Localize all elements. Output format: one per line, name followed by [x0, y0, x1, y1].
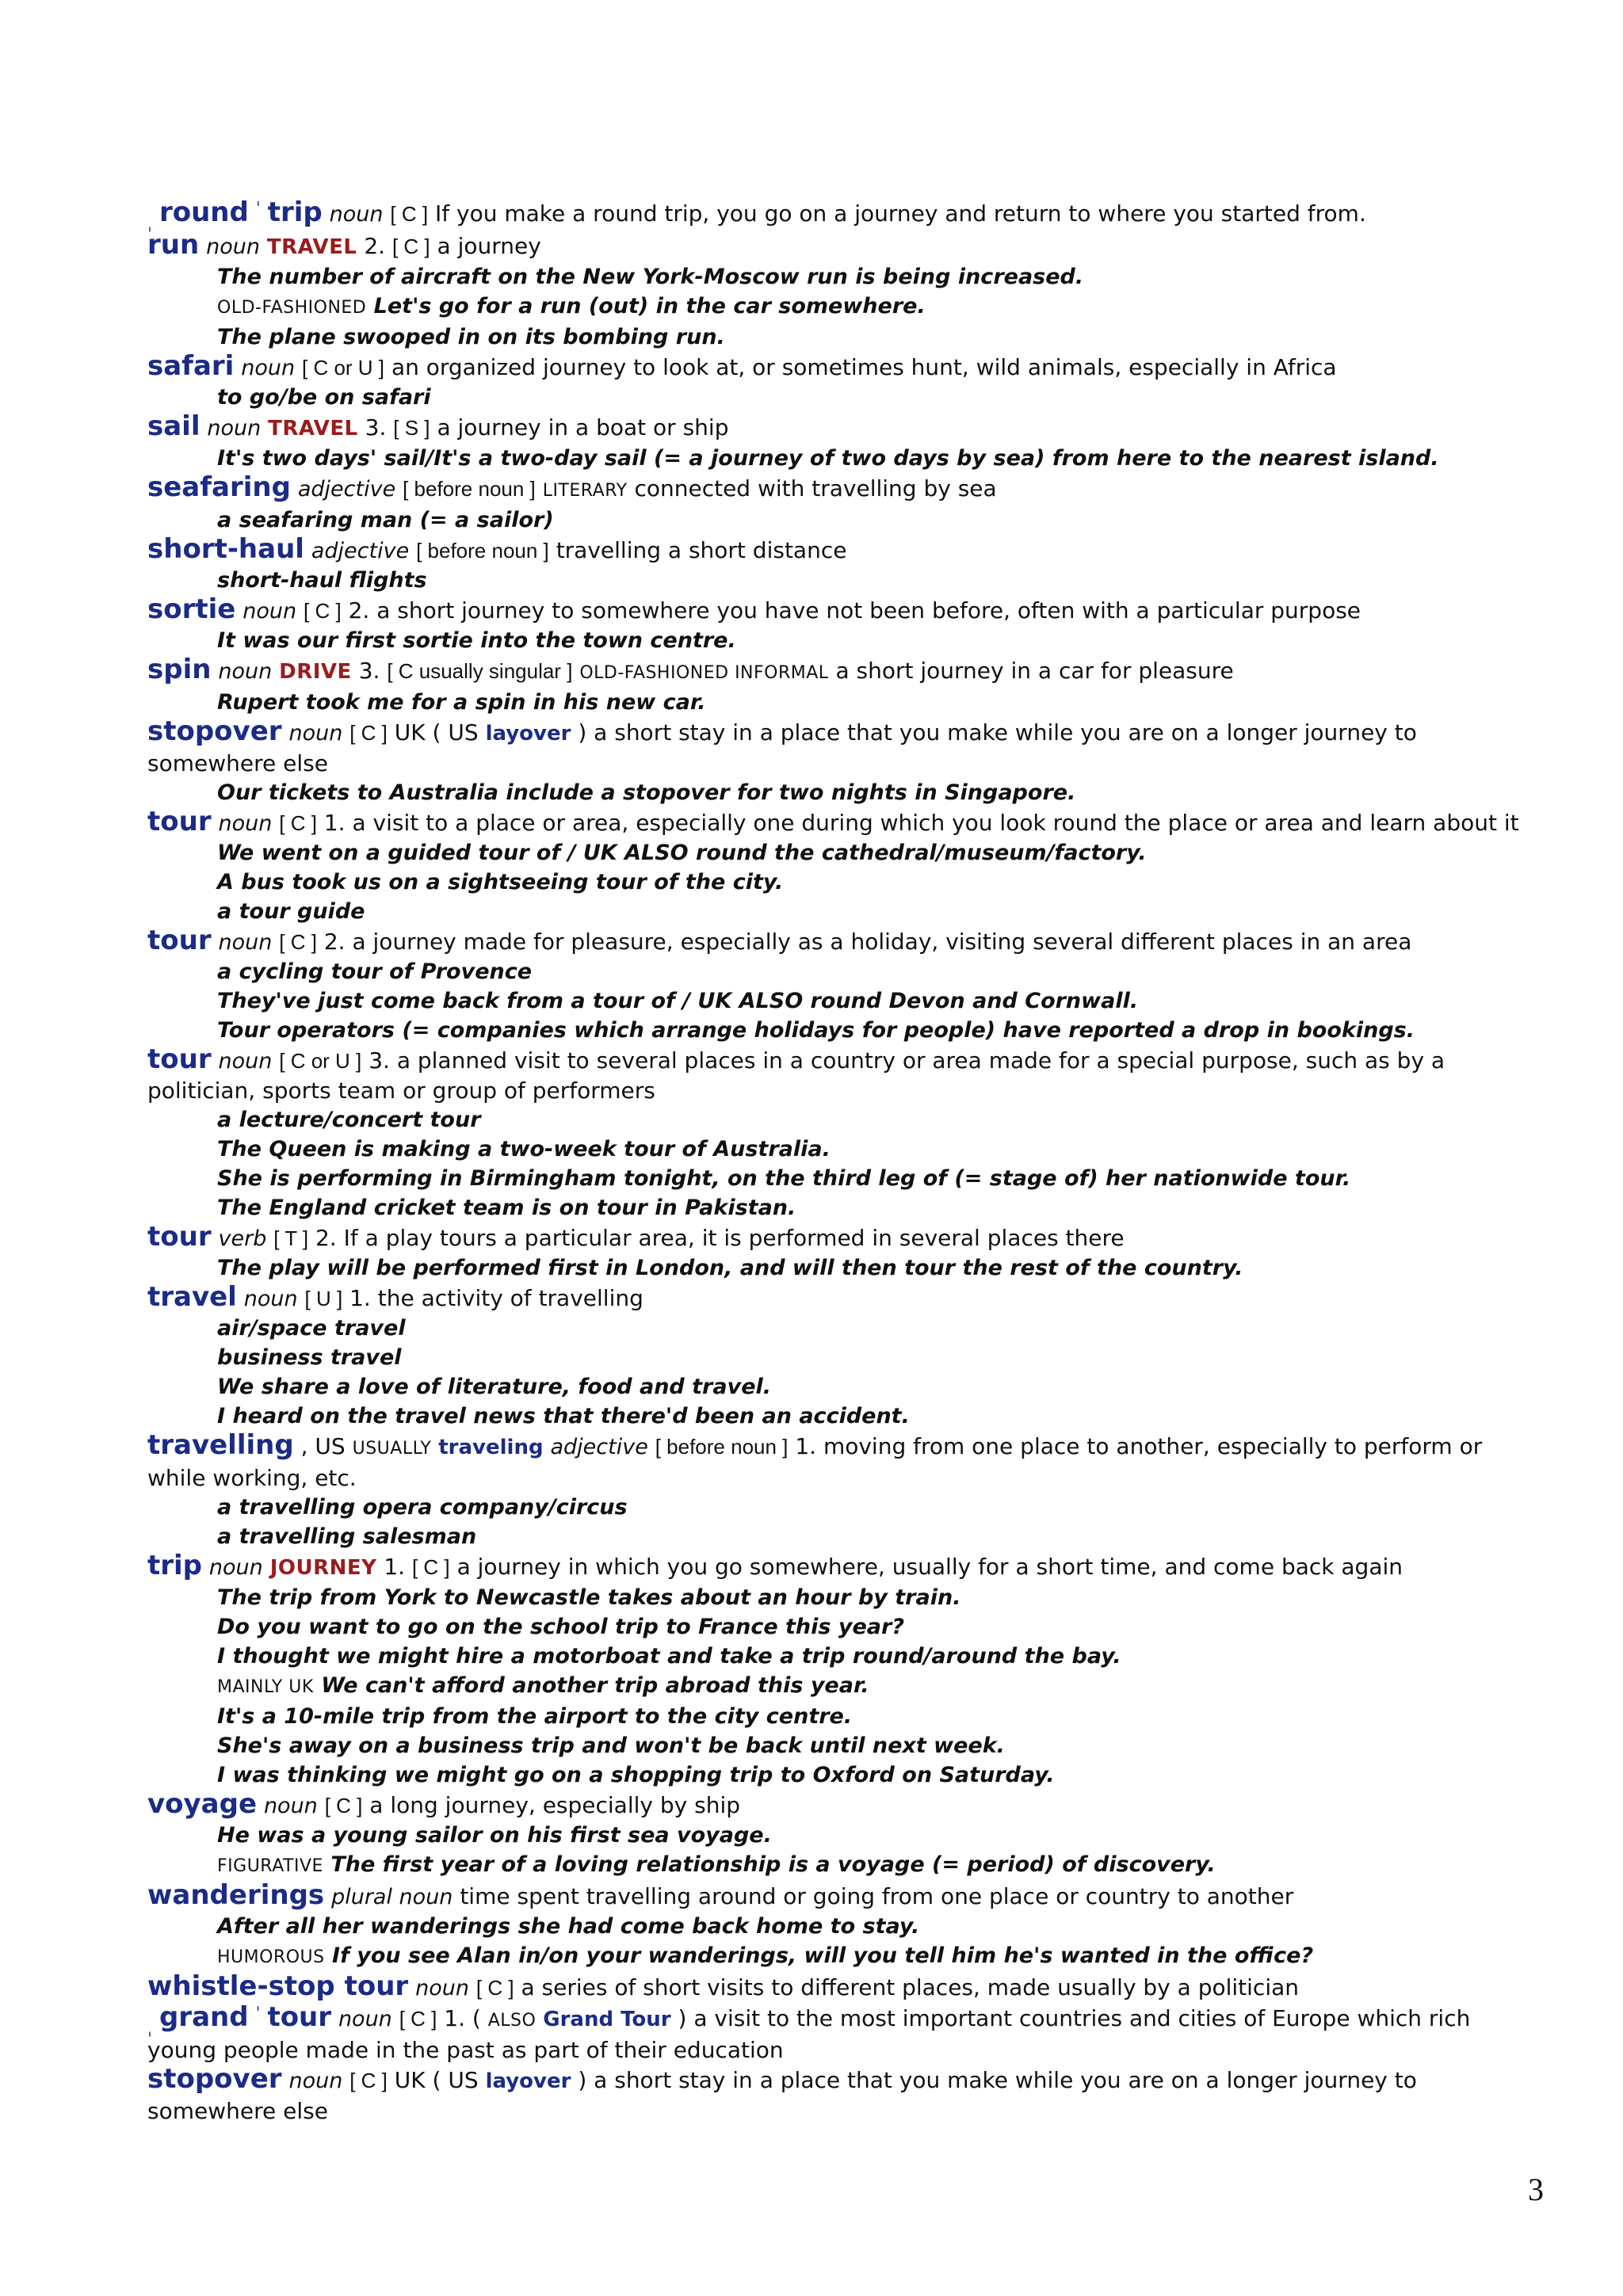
headword: travelling: [147, 1429, 294, 1461]
usage-label: OLD-FASHIONED: [217, 298, 367, 318]
part-of-speech: noun: [243, 1287, 298, 1311]
example-text: Let's go for a run (out) in the car somewhere.: [373, 294, 926, 318]
grammar-code: [ C ]: [304, 599, 342, 623]
grammar-code: [ S ]: [393, 416, 430, 440]
example-text: The England cricket team is on tour in Pakistan.: [217, 1196, 796, 1220]
grammar-code: [ before noun ]: [655, 1435, 789, 1459]
sense-number: 1.: [795, 1433, 817, 1459]
grammar-code: [ C ]: [411, 1555, 450, 1579]
dictionary-page: [147, 198, 1542, 2126]
headword: trip: [147, 1550, 203, 1581]
example-sentence: [147, 1372, 1542, 1402]
example-sentence: [147, 322, 1542, 352]
part-of-speech: noun: [208, 1555, 263, 1580]
example-sentence: [147, 1522, 1542, 1551]
example-text: I was thinking we might go on a shopping trip to Oxford on Saturday.: [217, 1763, 1055, 1787]
headword: short-haul: [147, 533, 304, 565]
example-sentence: [147, 688, 1542, 717]
example-sentence: [147, 1016, 1542, 1045]
part-of-speech: noun: [241, 356, 296, 380]
part-of-speech: noun: [207, 416, 262, 441]
definition-text: a long journey, especially by ship: [369, 1792, 740, 1818]
definition-text: a journey in which you go somewhere, usually for a short time, and come back again: [456, 1554, 1403, 1580]
example-sentence: [147, 1731, 1542, 1760]
example-text: a travelling opera company/circus: [217, 1495, 628, 1520]
sense-number: 3.: [365, 414, 387, 441]
headword: tour: [147, 925, 212, 956]
definition-text: travelling a short distance: [556, 537, 847, 563]
example-sentence: [147, 1760, 1542, 1790]
sense-number: 2.: [364, 233, 386, 259]
definition-text: a journey in a boat or ship: [437, 414, 729, 441]
example-text: Tour operators (= companies which arrange holidays for people) have reported a drop in bookings.: [217, 1018, 1415, 1043]
entry-definition-line: [147, 717, 1542, 778]
sense-number: 1.: [349, 1285, 371, 1311]
example-sentence: [147, 444, 1542, 473]
entry-definition-line: [147, 1881, 1542, 1912]
headword: round: [158, 196, 249, 228]
definition-text: time spent travelling around or going from one place or country to another: [460, 1883, 1294, 1909]
region-label: UK ( US: [394, 2067, 479, 2093]
example-text: He was a young sailor on his first sea voyage.: [217, 1823, 772, 1848]
register-label: OLD-FASHIONED INFORMAL: [579, 663, 829, 683]
part-of-speech: adjective: [550, 1435, 648, 1459]
headword: tour: [147, 1043, 212, 1075]
dictionary-entry: [147, 2065, 1542, 2126]
usage-label: USUALLY: [352, 1439, 432, 1459]
example-text: Rupert took me for a spin in his new car.: [217, 690, 706, 715]
entry-definition-line: [147, 473, 1542, 505]
example-text: to go/be on safari: [217, 385, 431, 410]
grammar-code: [ U ]: [304, 1287, 343, 1310]
usage-label: ALSO: [487, 2011, 537, 2031]
region-label: UK ( US: [394, 719, 479, 746]
example-sentence: [147, 897, 1542, 926]
example-text: It's a 10-mile trip from the airport to the city centre.: [217, 1704, 853, 1729]
example-text: The plane swooped in on its bombing run.: [217, 325, 725, 349]
register-label: LITERARY: [542, 481, 628, 501]
dictionary-entry: [147, 535, 1542, 595]
example-text: The first year of a loving relationship is a voyage (= period) of discovery.: [330, 1852, 1216, 1877]
dictionary-entry: [147, 1222, 1542, 1283]
grammar-code: [ C ]: [349, 2069, 388, 2092]
example-sentence: [147, 838, 1542, 868]
entry-definition-line: [147, 231, 1542, 262]
example-sentence: [147, 1941, 1542, 1972]
grammar-code: [ C or U ]: [302, 356, 385, 379]
example-sentence: [147, 626, 1542, 655]
dictionary-entry: [147, 926, 1542, 1045]
definition-text: If a play tours a particular area, it is performed in several places there: [343, 1225, 1125, 1251]
example-sentence: [147, 383, 1542, 412]
part-of-speech: noun: [218, 930, 273, 955]
sense-number: 1.: [444, 2005, 465, 2031]
example-sentence: [147, 778, 1542, 807]
headword-part: trip: [267, 196, 323, 228]
dictionary-entry: [147, 1790, 1542, 1881]
example-text: a travelling salesman: [217, 1524, 477, 1549]
example-text: We share a love of literature, food and travel.: [217, 1375, 772, 1399]
part-of-speech: noun: [218, 811, 273, 836]
example-sentence: [147, 868, 1542, 897]
topic-label: JOURNEY: [269, 1556, 377, 1580]
entry-definition-line: [147, 1790, 1542, 1821]
example-sentence: [147, 1583, 1542, 1612]
sense-number: 2.: [348, 597, 370, 624]
headword: wanderings: [147, 1879, 325, 1911]
part-of-speech: noun: [263, 1794, 318, 1818]
example-sentence: [147, 1402, 1542, 1431]
example-sentence: [147, 1314, 1542, 1343]
entry-definition-line: [147, 595, 1542, 626]
example-text: The Queen is making a two-week tour of Australia.: [217, 1137, 831, 1161]
dictionary-entry: [147, 1431, 1542, 1551]
example-text: A bus took us on a sightseeing tour of the city.: [217, 870, 784, 894]
headword: whistle-stop tour: [147, 1970, 409, 2002]
example-sentence: [147, 1642, 1542, 1671]
region-label: (: [472, 2005, 481, 2031]
grammar-code: [ C ]: [390, 202, 429, 226]
usage-label: HUMOROUS: [217, 1947, 325, 1967]
example-sentence: [147, 1612, 1542, 1642]
stress-mark: ˈ: [255, 200, 261, 219]
definition-text: a planned visit to several places in a country or area made for a special purpose, such as by a politician, sports team or group of performers: [147, 1047, 1445, 1104]
example-sentence: [147, 1253, 1542, 1283]
definition-text: a journey: [437, 233, 541, 259]
example-sentence: [147, 1912, 1542, 1941]
variant-region: , US: [300, 1433, 346, 1459]
part-of-speech: noun: [218, 659, 273, 684]
example-sentence: [147, 1702, 1542, 1731]
dictionary-entry: [147, 717, 1542, 807]
example-text: It was our first sortie into the town centre.: [217, 628, 736, 653]
part-of-speech: noun: [415, 1976, 469, 2000]
definition-text: a short journey in a car for pleasure: [835, 658, 1234, 684]
dictionary-entry: [147, 1283, 1542, 1431]
variant-spelling: traveling: [438, 1436, 544, 1459]
headword: stopover: [147, 2063, 282, 2095]
entry-definition-line: [147, 352, 1542, 383]
grammar-code: [ T ]: [273, 1226, 309, 1250]
cross-reference: Grand Tour: [543, 2008, 671, 2031]
example-sentence: [147, 1493, 1542, 1522]
definition-text: a short journey to somewhere you have not been before, often with a particular purpose: [376, 597, 1361, 624]
example-sentence: [147, 1821, 1542, 1850]
dictionary-entry: [147, 1045, 1542, 1222]
example-sentence: [147, 1105, 1542, 1135]
entry-definition-line: [147, 655, 1542, 688]
dictionary-entry: [147, 412, 1542, 473]
part-of-speech: noun: [218, 1049, 273, 1074]
example-text: We can't afford another trip abroad this year.: [321, 1673, 869, 1698]
example-text: a tour guide: [217, 899, 365, 924]
entry-definition-line: [147, 1972, 1542, 2003]
entry-definition-line: [147, 535, 1542, 566]
headword: grand: [158, 2001, 249, 2033]
part-of-speech: plural noun: [331, 1885, 453, 1909]
dictionary-entry: [147, 352, 1542, 412]
part-of-speech: noun: [288, 721, 343, 746]
dictionary-entry: [147, 2003, 1542, 2065]
example-sentence: [147, 957, 1542, 986]
example-text: I heard on the travel news that there'd been an accident.: [217, 1404, 910, 1428]
stress-mark: ˈ: [255, 2004, 261, 2024]
stress-mark: ˌ: [147, 2019, 153, 2039]
headword: travel: [147, 1281, 237, 1313]
example-text: a cycling tour of Provence: [217, 959, 533, 984]
grammar-code: [ C ]: [391, 235, 430, 258]
definition-text: moving from one place to another, especially to perform or while working, etc.: [147, 1433, 1483, 1491]
example-sentence: [147, 1850, 1542, 1881]
entry-definition-line: [147, 196, 1542, 234]
entry-definition-line: [147, 1045, 1542, 1105]
headword: tour: [147, 806, 212, 837]
headword-part: tour: [267, 2001, 332, 2033]
dictionary-entry: [147, 1881, 1542, 1972]
dictionary-entry: [147, 595, 1542, 655]
example-text: short-haul flights: [217, 568, 427, 593]
example-text: The number of aircraft on the New York-Moscow run is being increased.: [217, 265, 1084, 289]
entry-definition-line: [147, 1551, 1542, 1583]
example-text: She is performing in Birmingham tonight, on the third leg of (= stage of) her nationwide tour.: [217, 1166, 1351, 1191]
grammar-code: [ C ]: [349, 721, 388, 745]
part-of-speech: noun: [206, 235, 260, 259]
headword: spin: [147, 654, 212, 685]
entry-definition-line: [147, 926, 1542, 957]
example-text: a lecture/concert tour: [217, 1108, 481, 1132]
definition-text: ) a visit to the most important countries and cities of Europe which rich young people made in the past as part of their education: [147, 2005, 1471, 2063]
part-of-speech: noun: [338, 2007, 392, 2031]
definition-text: a journey made for pleasure, especially as a holiday, visiting several different places in an area: [352, 929, 1412, 955]
example-text: business travel: [217, 1345, 402, 1370]
headword: sortie: [147, 593, 236, 625]
definition-text: a series of short visits to different places, made usually by a politician: [521, 1974, 1300, 2000]
entry-definition-line: [147, 2065, 1542, 2126]
part-of-speech: noun: [242, 599, 297, 624]
sense-number: 1.: [323, 810, 346, 836]
headword: run: [147, 229, 200, 261]
example-text: a seafaring man (= a sailor): [217, 508, 554, 532]
usage-label: FIGURATIVE: [217, 1856, 323, 1876]
example-text: Our tickets to Australia include a stopover for two nights in Singapore.: [217, 780, 1076, 805]
headword: safari: [147, 350, 235, 382]
example-text: After all her wanderings she had come back home to stay.: [217, 1914, 920, 1939]
grammar-code: [ before noun ]: [403, 477, 536, 501]
grammar-code: [ C usually singular ]: [387, 659, 573, 683]
definition-text: If you make a round trip, you go on a journey and return to where you started from.: [434, 200, 1366, 227]
entry-definition-line: [147, 412, 1542, 444]
example-sentence: [147, 1193, 1542, 1222]
grammar-code: [ C ]: [324, 1794, 363, 1817]
definition-text: connected with travelling by sea: [634, 475, 997, 502]
example-text: The trip from York to Newcastle takes about an hour by train.: [217, 1585, 961, 1610]
example-text: air/space travel: [217, 1316, 406, 1341]
definition-text: the activity of travelling: [377, 1285, 643, 1311]
part-of-speech: noun: [288, 2069, 343, 2093]
headword: tour: [147, 1221, 212, 1253]
example-sentence: [147, 566, 1542, 595]
cross-reference: layover: [485, 722, 571, 746]
example-text: The play will be performed first in London, and will then tour the rest of the country.: [217, 1256, 1243, 1280]
sense-number: 1.: [384, 1554, 406, 1580]
example-sentence: [147, 1135, 1542, 1164]
stress-mark: ˌ: [147, 214, 153, 234]
dictionary-entry: [147, 473, 1542, 535]
example-sentence: [147, 1164, 1542, 1193]
entry-definition-line: [147, 807, 1542, 838]
topic-label: TRAVEL: [266, 235, 357, 259]
part-of-speech: adjective: [297, 477, 396, 502]
definition-text: an organized journey to look at, or sometimes hunt, wild animals, especially in Africa: [391, 354, 1337, 380]
dictionary-entry: [147, 1551, 1542, 1790]
usage-label: MAINLY UK: [217, 1677, 314, 1697]
entry-definition-line: [147, 2003, 1542, 2065]
sense-number: 3.: [369, 1047, 390, 1074]
example-sentence: [147, 505, 1542, 535]
entry-definition-line: [147, 1431, 1542, 1493]
headword: stopover: [147, 715, 282, 747]
example-sentence: [147, 262, 1542, 292]
page-number: 3: [1528, 2172, 1544, 2207]
definition-text: a visit to a place or area, especially one during which you look round the place or area and learn about it: [352, 810, 1519, 836]
example-sentence: [147, 1671, 1542, 1702]
grammar-code: [ C ]: [279, 930, 317, 954]
example-text: If you see Alan in/on your wanderings, will you tell him he's wanted in the office?: [332, 1943, 1314, 1968]
entry-definition-line: [147, 1222, 1542, 1253]
part-of-speech: noun: [329, 202, 384, 227]
dictionary-entry: [147, 1972, 1542, 2003]
definition-text: ) a short stay in a place that you make while you are on a longer journey to somewhere else: [147, 719, 1417, 776]
part-of-speech: verb: [218, 1226, 267, 1251]
sense-number: 3.: [358, 658, 380, 684]
headword: seafaring: [147, 471, 291, 503]
entry-definition-line: [147, 1283, 1542, 1314]
example-text: Do you want to go on the school trip to France this year?: [217, 1615, 904, 1639]
example-text: She's away on a business trip and won't be back until next week.: [217, 1733, 1005, 1758]
cross-reference: layover: [485, 2069, 571, 2093]
example-sentence: [147, 986, 1542, 1016]
sense-number: 2.: [315, 1225, 337, 1251]
grammar-code: [ C ]: [399, 2007, 437, 2031]
grammar-code: [ before noun ]: [416, 539, 549, 563]
example-text: They've just come back from a tour of / UK ALSO round Devon and Cornwall.: [217, 989, 1139, 1013]
grammar-code: [ C ]: [475, 1976, 514, 2000]
topic-label: TRAVEL: [268, 417, 358, 441]
example-text: We went on a guided tour of / UK ALSO round the cathedral/museum/factory.: [217, 841, 1147, 865]
grammar-code: [ C ]: [279, 811, 317, 835]
headword: voyage: [147, 1788, 258, 1820]
headword: sail: [147, 410, 200, 442]
dictionary-entry: [147, 655, 1542, 717]
definition-text: ) a short stay in a place that you make while you are on a longer journey to somewhere else: [147, 2067, 1417, 2124]
example-text: I thought we might hire a motorboat and take a trip round/around the bay.: [217, 1644, 1121, 1669]
example-sentence: [147, 292, 1542, 322]
sense-number: 2.: [323, 929, 346, 955]
dictionary-entry: [147, 231, 1542, 352]
grammar-code: [ C or U ]: [279, 1049, 362, 1073]
example-text: It's two days' sail/It's a two-day sail (= a journey of two days by sea) from here to the nearest island.: [217, 446, 1439, 471]
dictionary-entry: [147, 807, 1542, 926]
topic-label: DRIVE: [279, 660, 352, 684]
dictionary-entry: [147, 196, 1542, 234]
part-of-speech: adjective: [311, 539, 410, 563]
example-sentence: [147, 1343, 1542, 1372]
